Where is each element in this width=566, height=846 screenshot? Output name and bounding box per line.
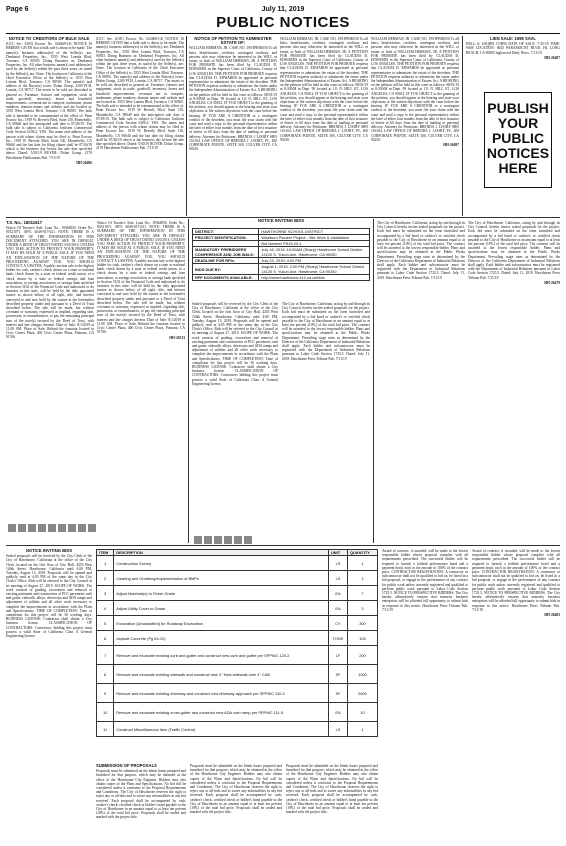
item-number: 8 <box>97 665 114 684</box>
item-quantity: 3 <box>347 601 377 616</box>
title-rule <box>6 33 560 34</box>
item-unit: SF <box>329 684 348 703</box>
item-unit: SF <box>329 665 348 684</box>
bulk-sale-id: HH-26486 <box>76 161 92 166</box>
bulk-sale-body-cont: (UCC Sec. 6105) Escrow No. 022669-LK NOTICE IS HEREBY GIVEN that a bulk sale is about to be made. The name(s), business address(es) of the Seller(s), are: Denkenaf Properties, Inc., 3555 West Lomita Blvd, Torrance, CA 90505. Doing Business as: Denkenaf Properties, Inc. All other business name(s) and address(es) used by the Seller(s) within the past three years, as stated by the Seller(s), are: None. The location in California of the Chief Executive Office of the Seller(s) is: 3555 West Lomita Blvd, Torrance, CA 90505. The name(s) and address of the Buyer(s) is/are: Dolan Group, 2200 PCH, Lomita, CA 90717. The assets to be sold are described in general as: Furniture, fixtures and equipment, stock in trade, goodwill, inventory, leases and leasehold improvements, covenant not to compete, tradename, phone numbers, domain names and website and are located at: 3555 West Lomita Blvd, Torrance, CA 90505. The bulk sale is intended to be consummated at the office of: Penn Escrow Inc., 1919 W. Beverly Blvd, Suite 130, Montebello, CA 90640 and the anticipated sale date is 07/29/19. The bulk sale is subject to California Uniform Commercial Code Section 6106.2. YES. The name and address of the person with whom claims may be filed is: Penn Escrow Inc., 1919 W. Beverly Blvd, Suite 130, Montebello, CA 90640 and the last date for filing claims shall be 07/26/19 which is the business day before the sale date specified above. Dated: 5/30/19 BUYER: Dolan Group. 2170 Hawthorne Publications Pub. 7/11/19 <box>96 37 184 151</box>
table-row <box>97 665 378 684</box>
bids-label: RFP DOCUMENTS AVAILABLE: <box>193 275 259 281</box>
bid-right-column-2 <box>468 221 560 543</box>
promo-line: PUBLISH <box>487 100 549 116</box>
lien-sale-notice <box>466 37 560 85</box>
bids-value: July 23, 2019; 4:00 PM <box>259 258 370 264</box>
petition-continued-2 <box>371 37 459 215</box>
table-row <box>97 684 378 703</box>
table-row <box>97 631 378 646</box>
bids-value: August 1, 2019; 2:00 PM (Sharp) Hawthorne School District 14120 S. Yukon Ave. Hawthorne, CA 90250 <box>259 264 370 275</box>
bids-label: BIDS DUE BY: <box>193 264 259 275</box>
lien-id: HH-26487 <box>544 56 560 60</box>
submission-body: Proposals must be submitted on the blank forms prepared and furnished for that purpose, which may be obtained at the office of the Hawthorne City Engineer. Bidders may also obtain copies of the Plans and Specifications. No bid will be considered unless it conforms to the Proposal Requirements and Conditions. The City of Hawthorne reserves the right to reject any or all bids and to waive any informalities in any bid received. Each proposal shall be accompanied by cash, cashier's check, certified check or bidder's bond payable to the City of Hawthorne in an amount equal to at least ten percent (10%) of the total bid price. Proposals shall be sealed and marked with the project title. <box>96 769 186 820</box>
item-description: Remove and excavate existing sidewalk and construct new 4" thick sidewalk over 4" CAB <box>114 665 329 684</box>
contract-body: Award of contract, if awarded, will be made to the lowest responsible bidder whose proposal complies with all requirements prescribed. The successful bidder will be required to furnish a faithful performance bond and a payment bond, each in the amount of 100% of the contract price. CONTRACTOR REGISTRATION: A contractor or subcontractor shall not be qualified to bid on, be listed in a bid proposal, or engage in the performance of any contract for public work unless currently registered and qualified to perform public work pursuant to Labor Code Section 1725.5. NOTICE TO PROSPECTIVE BIDDERS: The City hereby affirmatively ensures that minority business enterprises will be afforded full opportunity to submit bids in response to this notice. Hawthorne Press Tribune Pub. 7/11/19 <box>382 549 468 612</box>
bulk-sale-title: NOTICE TO CREDITORS OF BULK SALE <box>8 37 90 41</box>
table-row <box>97 616 378 631</box>
column-header: ITEM <box>97 550 114 556</box>
bids-label: DISTRICT: <box>193 229 259 235</box>
promo-box <box>484 92 552 188</box>
bid-right-body-2: The City of Hawthorne, California, acting by and through its City Council, hereby invites sealed proposals for the project. Each bid must be submitted on the form furnished and accompanied by a bid bond or cashier's or certified check payable to the City of Hawthorne in an amount equal to at least ten percent (10%) of the total bid price. The contract will be awarded to the lowest responsible bidder. Plans and specifications may be obtained at the Public Works Department. Prevailing wage rates as determined by the Director of the California Department of Industrial Relations shall apply. Each bidder and subcontractor must be registered with the Department of Industrial Relations pursuant to Labor Code Section 1725.5. Dated: July 11, 2019. Hawthorne Press Tribune Pub. 7/11/19 <box>468 221 560 280</box>
divider <box>188 219 189 543</box>
bulk-sale-continued <box>96 37 184 215</box>
item-quantity: 1 <box>347 722 377 737</box>
bids-row <box>193 275 370 281</box>
petition-id: HH-26497 <box>443 143 459 148</box>
contract-id: HH-26483 <box>544 613 560 618</box>
table-row <box>97 601 378 616</box>
item-unit: LS <box>329 571 348 586</box>
item-unit: CY <box>329 616 348 631</box>
item-description: Remove and excavate existing cross gutter and construct new ADA curb ramp per SPPWC 111-5 <box>114 703 329 722</box>
item-description: Excavation (Unclassified) for Roadway Excavation <box>114 616 329 631</box>
rfp-title: NOTICE INVITING BIDS <box>25 549 73 553</box>
column-header: DESCRIPTION <box>114 550 329 556</box>
item-quantity: 103 <box>347 631 377 646</box>
bids-info-table <box>192 228 370 281</box>
promo-line: PUBLIC <box>491 130 545 146</box>
item-number: 4 <box>97 601 114 616</box>
bids-value: Wiseburn Pioneer Project - Site Work & Installation <box>259 235 370 241</box>
bids-label: PROJECT IDENTIFICATION: <box>193 235 259 241</box>
rfp-notice <box>6 549 92 839</box>
item-description: Adjust Manhole(s) to Finish Grade <box>114 586 329 601</box>
item-quantity: 1 <box>347 571 377 586</box>
bid-instructions-continued <box>282 302 370 542</box>
lien-body: HULL #: USQHH COR95 DATE OF SALE: 7-25-19 TIME: 9AM LOCATION: 8025 PARAMOUNT BLVD. HL LONG BEACH, CA 90805 Inglewood Daily News: 7/11/19 <box>466 42 560 55</box>
item-quantity: 2600 <box>347 684 377 703</box>
item-description: Asphalt Concrete (Pg 64-10) <box>114 631 329 646</box>
submission-continued-2 <box>286 764 378 840</box>
bid-instructions <box>192 302 278 542</box>
item-number: 1 <box>97 556 114 571</box>
item-description: Remove and excavate existing curb and gutter and construct new curb and gutter per SPPWC 120-2 <box>114 646 329 665</box>
contract-body-cont: Award of contract, if awarded, will be made to the lowest responsible bidder whose proposal complies with all requirements prescribed. The successful bidder will be required to furnish a faithful performance bond and a payment bond, each in the amount of 100% of the contract price. CONTRACTOR REGISTRATION: A contractor or subcontractor shall not be qualified to bid on, be listed in a bid proposal, or engage in the performance of any contract for public work unless currently registered and qualified to perform public work pursuant to Labor Code Section 1725.5. NOTICE TO PROSPECTIVE BIDDERS: The City hereby affirmatively ensures that minority business enterprises will be afforded full opportunity to submit bids in response to this notice. Hawthorne Press Tribune Pub. 7/11/19 <box>472 549 560 612</box>
decorative-boxes <box>8 524 96 532</box>
bids-title: NOTICE INVITING BIDS <box>257 219 305 223</box>
bulk-sale-body: (UCC Sec. 6105) Escrow No. 022669-LK NOTICE IS HEREBY GIVEN that a bulk sale is about to be made. The name(s), business address(es) of the Seller(s), are: Denkenaf Properties, Inc., 3555 West Lomita Blvd, Torrance, CA 90505. Doing Business as: Denkenaf Properties, Inc. All other business name(s) and address(es) used by the Seller(s) within the past three years, as stated by the Seller(s), are: None. The location in California of the Chief Executive Office of the Seller(s) is: 3555 West Lomita Blvd, Torrance, CA 90505. The name(s) and address of the Buyer(s) is/are: Dolan Group, 2200 PCH, Lomita, CA 90717. The assets to be sold are described in general as: Furniture, fixtures and equipment, stock in trade, goodwill, inventory, leases and leasehold improvements, covenant not to compete, tradename, phone numbers, domain names and website and are located at: 3555 West Lomita Blvd, Torrance, CA 90505. The bulk sale is intended to be consummated at the office of: Penn Escrow Inc., 1919 W. Beverly Blvd, Suite 130, Montebello, CA 90640 and the anticipated sale date is 07/29/19. The bulk sale is subject to California Uniform Commercial Code Section 6106.2. YES. The name and address of the person with whom claims may be filed is: Penn Escrow Inc., 1919 W. Beverly Blvd, Suite 130, Montebello, CA 90640 and the last date for filing claims shall be 07/26/19 which is the business day before the sale date specified above. Dated: 5/30/19 BUYER: Dolan Group. 2170 Hawthorne Publications Pub. 7/11/19 <box>6 42 92 160</box>
bulk-sale-notice <box>6 37 92 215</box>
item-number: 10 <box>97 703 114 722</box>
item-unit: LS <box>329 722 348 737</box>
trustee-sale-notice <box>6 221 94 543</box>
item-description: Construction Survey <box>114 556 329 571</box>
divider <box>373 219 374 543</box>
trustee-title: T.S. No.: 18011617 <box>6 221 43 225</box>
bids-label: MANDATORY PREBIDDERS CONFERENCE AND JOB WALK: <box>193 247 259 258</box>
bid-right-column <box>377 221 465 543</box>
submission-notice <box>96 764 186 840</box>
trustee-continued <box>97 221 185 543</box>
item-number: 6 <box>97 631 114 646</box>
bids-row <box>193 235 370 241</box>
item-quantity: 300 <box>347 616 377 631</box>
bid-right-body: The City of Hawthorne, California, acting by and through its City Council, hereby invites sealed proposals for the project. Each bid must be submitted on the form furnished and accompanied by a bid bond or cashier's or certified check payable to the City of Hawthorne in an amount equal to at least ten percent (10%) of the total bid price. The contract will be awarded to the lowest responsible bidder. Plans and specifications may be obtained at the Public Works Department. Prevailing wage rates as determined by the Director of the California Department of Industrial Relations shall apply. Each bidder and subcontractor must be registered with the Department of Industrial Relations pursuant to Labor Code Section 1725.5. Dated: July 11, 2019. Hawthorne Press Tribune Pub. 7/11/19 <box>377 221 465 280</box>
contract-notice <box>382 549 468 839</box>
issue-date: July 11, 2019 <box>261 6 305 13</box>
submission-body-cont: Proposals must be submitted on the blank forms prepared and furnished for that purpose, which may be obtained at the office of the Hawthorne City Engineer. Bidders may also obtain copies of the Plans and Specifications. No bid will be considered unless it conforms to the Proposal Requirements and Conditions. The City of Hawthorne reserves the right to reject any or all bids and to waive any informalities in any bid received. Each proposal shall be accompanied by cash, cashier's check, certified check or bidder's bond payable to the City of Hawthorne in an amount equal to at least ten percent (10%) of the total bid price. Proposals shall be sealed and marked with the project title. <box>190 764 282 815</box>
contract-continued <box>472 549 560 839</box>
submission-body-cont2: Proposals must be submitted on the blank forms prepared and furnished for that purpose, which may be obtained at the office of the Hawthorne City Engineer. Bidders may also obtain copies of the Plans and Specifications. No bid will be considered unless it conforms to the Proposal Requirements and Conditions. The City of Hawthorne reserves the right to reject any or all bids and to waive any informalities in any bid received. Each proposal shall be accompanied by cash, cashier's check, certified check or bidder's bond payable to the City of Hawthorne in an amount equal to at least ten percent (10%) of the total bid price. Proposals shall be sealed and marked with the project title. <box>286 764 378 815</box>
item-description: Remove and excavate existing driveway and construct new driveway approach per SPPWC 110-2 <box>114 684 329 703</box>
bids-value: http://www.hawthorne.k12.ca.us/bids <box>259 275 370 281</box>
bids-row <box>193 264 370 275</box>
bids-value: HAWTHORNE SCHOOL DISTRICT <box>259 229 370 235</box>
trustee-body-cont: Notice Of Trustee's Sale. Loan No.: 19364850. Order No.: 95521071. APN: 4049-017-021. NOTE: THERE IS A SUMMARY OF THE INFORMATION IN THIS DOCUMENT ATTACHED. YOU ARE IN DEFAULT UNDER A DEED OF TRUST DATED 3/10/2016. UNLESS YOU TAKE ACTION TO PROTECT YOUR PROPERTY, IT MAY BE SOLD AT A PUBLIC SALE. IF YOU NEED AN EXPLANATION OF THE NATURE OF THE PROCEEDING AGAINST YOU, YOU SHOULD CONTACT A LAWYER. A public auction sale to the highest bidder for cash, cashier's check drawn on a state or national bank, check drawn by a state or federal credit union, or a check drawn by a state or federal savings and loan association, or savings association, or savings bank specified in Section 5102 of the Financial Code and authorized to do business in this state, will be held by the duly appointed trustee as shown below, of all right, title, and interest conveyed to and now held by the trustee in the hereinafter described property under and pursuant to a Deed of Trust described below. The sale will be made, but without covenant or warranty, expressed or implied, regarding title, possession, or encumbrances, to pay the remaining principal sum of the note(s) secured by the Deed of Trust, with interest and late charges thereon. Date of Sale: 8/1/2019 at 11:00 AM. Place of Sale: Behind the fountain located in Civic Center Plaza, 400 Civic Center Plaza, Pomona, CA 91766. <box>97 221 185 335</box>
bid-instructions-body: Sealed proposals will be received by the City Clerk of the City of Hawthorne, California at the office of the City Clerk, located on the first floor of City Hall, 4455 West 126th Street, Hawthorne, California until 4:00 PM, Tuesday, August 13, 2019. Proposals will be opened and publicly read at 4:05 PM of the same day in the City Clerk's Office. Bids will be referred to the City Council at its meeting of August 27, 2019. SCOPE OF WORK: The work consists of grading, excavation and removal of existing pavement and construction of PCC pavement, curb and gutter, sidewalk, alleys, driveways and ADA ramps and adjustment of utilities and all other work necessary to complete the improvements in accordance with the Plans and Specifications. TIME OF COMPLETION: Time of completion for this project will be 30 working days. BUSINESS LICENSE: Contractor shall obtain a City business license. CLASSIFICATION OF CONTRACTORS: Contractors bidding this project must possess a valid State of California Class A General Engineering license. <box>192 302 278 386</box>
item-unit: EA <box>329 703 348 722</box>
petition-body-cont2: WILLIAM HERMAN, JR. CASE NO. 19STPB06550 To all heirs, beneficiaries, creditors, contingent creditors, and persons who may otherwise be interested in the WILL or estate, or both of WILLIAM HERMAN, JR. A PETITION FOR PROBATE has been filed by CLAUDIA D. EDWARDS in the Superior Court of California, County of LOS ANGELES. THE PETITION FOR PROBATE requests that CLAUDIA D. EDWARDS be appointed as personal representative to administer the estate of the decedent. THE PETITION requests authority to administer the estate under the Independent Administration of Estates Act. A HEARING on the petition will be held in this court as follows: 08/01/19 at 8:30AM in Dept. 99 located at 111 N. HILL ST., LOS ANGELES, CA 90012. IF YOU OBJECT to the granting of the petition, you should appear at the hearing and state your objections or file written objections with the court before the hearing. IF YOU ARE A CREDITOR or a contingent creditor of the decedent, you must file your claim with the court and mail a copy to the personal representative within the later of either four months from the date of first issuance of letters or 60 days from the date of mailing or personal delivery. Attorney for Petitioner: BRENDA J. LOOBY SBN 116104, LAW OFFICE OF BRENDA J. LOOBY, PC, 400 CORPORATE POINTE, SUITE 300, CULVER CITY, CA 90230. <box>371 37 459 142</box>
bid-instructions-body-cont: The City of Hawthorne, California, acting by and through its City Council, hereby invites sealed proposals for the project. Each bid must be submitted on the form furnished and accompanied by a bid bond or cashier's or certified check payable to the City of Hawthorne in an amount equal to at least ten percent (10%) of the total bid price. The contract will be awarded to the lowest responsible bidder. Plans and specifications may be obtained at the Public Works Department. Prevailing wage rates as determined by the Director of the California Department of Industrial Relations shall apply. Each bidder and subcontractor must be registered with the Department of Industrial Relations pursuant to Labor Code Section 1725.5. Dated: July 11, 2019. Hawthorne Press Tribune Pub. 7/11/19 <box>282 302 370 361</box>
trustee-body: Notice Of Trustee's Sale. Loan No.: 19364850. Order No.: 95521071. APN: 4049-017-021. NOTE: THERE IS A SUMMARY OF THE INFORMATION IN THIS DOCUMENT ATTACHED. YOU ARE IN DEFAULT UNDER A DEED OF TRUST DATED 3/10/2016. UNLESS YOU TAKE ACTION TO PROTECT YOUR PROPERTY, IT MAY BE SOLD AT A PUBLIC SALE. IF YOU NEED AN EXPLANATION OF THE NATURE OF THE PROCEEDING AGAINST YOU, YOU SHOULD CONTACT A LAWYER. A public auction sale to the highest bidder for cash, cashier's check drawn on a state or national bank, check drawn by a state or federal credit union, or a check drawn by a state or federal savings and loan association, or savings association, or savings bank specified in Section 5102 of the Financial Code and authorized to do business in this state, will be held by the duly appointed trustee as shown below, of all right, title, and interest conveyed to and now held by the trustee in the hereinafter described property under and pursuant to a Deed of Trust described below. The sale will be made, but without covenant or warranty, expressed or implied, regarding title, possession, or encumbrances, to pay the remaining principal sum of the note(s) secured by the Deed of Trust, with interest and late charges thereon. Date of Sale: 8/1/2019 at 11:00 AM. Place of Sale: Behind the fountain located in Civic Center Plaza, 400 Civic Center Plaza, Pomona, CA 91766. <box>6 226 94 340</box>
item-quantity: 200 <box>347 646 377 665</box>
item-number: 5 <box>97 616 114 631</box>
petition-notice <box>189 37 277 215</box>
section-title: PUBLIC NOTICES <box>216 14 350 31</box>
item-unit: TONS <box>329 631 348 646</box>
petition-body: WILLIAM HERMAN, JR. CASE NO. 19STPB06550 To all heirs, beneficiaries, creditors, contingent creditors, and persons who may otherwise be interested in the WILL or estate, or both of WILLIAM HERMAN, JR. A PETITION FOR PROBATE has been filed by CLAUDIA D. EDWARDS in the Superior Court of California, County of LOS ANGELES. THE PETITION FOR PROBATE requests that CLAUDIA D. EDWARDS be appointed as personal representative to administer the estate of the decedent. THE PETITION requests authority to administer the estate under the Independent Administration of Estates Act. A HEARING on the petition will be held in this court as follows: 08/01/19 at 8:30AM in Dept. 99 located at 111 N. HILL ST., LOS ANGELES, CA 90012. IF YOU OBJECT to the granting of the petition, you should appear at the hearing and state your objections or file written objections with the court before the hearing. IF YOU ARE A CREDITOR or a contingent creditor of the decedent, you must file your claim with the court and mail a copy to the personal representative within the later of either four months from the date of first issuance of letters or 60 days from the date of mailing or personal delivery. Attorney for Petitioner: BRENDA J. LOOBY SBN 116104, LAW OFFICE OF BRENDA J. LOOBY, PC, 400 CORPORATE POINTE, SUITE 300, CULVER CITY, CA 90230. <box>189 46 277 152</box>
table-row <box>97 571 378 586</box>
item-quantity: 1 <box>347 556 377 571</box>
promo-line: HERE <box>498 160 538 176</box>
item-unit: EA <box>329 601 348 616</box>
table-row <box>97 703 378 722</box>
divider <box>186 36 187 216</box>
submission-continued <box>190 764 282 840</box>
item-description: Clearing and Grubbing/Implementation of BMPs <box>114 571 329 586</box>
item-quantity: 7 <box>347 586 377 601</box>
table-row <box>97 722 378 737</box>
item-description: Construct Miscellaneous Item (Traffic Control) <box>114 722 329 737</box>
item-number: 2 <box>97 571 114 586</box>
table-row <box>97 556 378 571</box>
item-unit: LF <box>329 646 348 665</box>
divider <box>462 36 463 216</box>
submission-title: SUBMISSION OF PROPOSALS <box>96 764 157 768</box>
item-number: 9 <box>97 684 114 703</box>
divider <box>6 545 560 546</box>
item-unit: EA <box>329 586 348 601</box>
column-header: QUANTITY <box>347 550 377 556</box>
lien-title: LIEN SALE: 1995 SAVL <box>490 37 536 41</box>
item-quantity: 10 <box>347 703 377 722</box>
divider <box>6 217 560 218</box>
bids-row <box>193 247 370 258</box>
item-number: 3 <box>97 586 114 601</box>
rfp-body: Sealed proposals will be received by the City Clerk of the City of Hawthorne, California at the office of the City Clerk, located on the first floor of City Hall, 4455 West 126th Street, Hawthorne, California until 4:00 PM, Tuesday, August 13, 2019. Proposals will be opened and publicly read at 4:05 PM of the same day in the City Clerk's Office. Bids will be referred to the City Council at its meeting of August 27, 2019. SCOPE OF WORK: The work consists of grading, excavation and removal of existing pavement and construction of PCC pavement, curb and gutter, sidewalk, alleys, driveways and ADA ramps and adjustment of utilities and all other work necessary to complete the improvements in accordance with the Plans and Specifications. TIME OF COMPLETION: Time of completion for this project will be 30 working days. BUSINESS LICENSE: Contractor shall obtain a City business license. CLASSIFICATION OF CONTRACTORS: Contractors bidding this project must possess a valid State of California Class A General Engineering license. <box>6 554 92 639</box>
promo-line: NOTICES <box>486 145 550 161</box>
promo-line: YOUR <box>497 115 539 131</box>
item-number: 7 <box>97 646 114 665</box>
trustee-id: HH-26513 <box>169 335 185 340</box>
column-header: UNIT <box>329 550 348 556</box>
petition-title: NOTICE OF PETITION TO ADMINISTER ESTATE OF: <box>194 37 272 46</box>
petition-body-cont: WILLIAM HERMAN, JR. CASE NO. 19STPB06550 To all heirs, beneficiaries, creditors, contingent creditors, and persons who may otherwise be interested in the WILL or estate, or both of WILLIAM HERMAN, JR. A PETITION FOR PROBATE has been filed by CLAUDIA D. EDWARDS in the Superior Court of California, County of LOS ANGELES. THE PETITION FOR PROBATE requests that CLAUDIA D. EDWARDS be appointed as personal representative to administer the estate of the decedent. THE PETITION requests authority to administer the estate under the Independent Administration of Estates Act. A HEARING on the petition will be held in this court as follows: 08/01/19 at 8:30AM in Dept. 99 located at 111 N. HILL ST., LOS ANGELES, CA 90012. IF YOU OBJECT to the granting of the petition, you should appear at the hearing and state your objections or file written objections with the court before the hearing. IF YOU ARE A CREDITOR or a contingent creditor of the decedent, you must file your claim with the court and mail a copy to the personal representative within the later of either four months from the date of first issuance of letters or 60 days from the date of mailing or personal delivery. Attorney for Petitioner: BRENDA J. LOOBY SBN 116104, LAW OFFICE OF BRENDA J. LOOBY, PC, 400 CORPORATE POINTE, SUITE 300, CULVER CITY, CA 90230. <box>280 37 368 142</box>
estimated-quantities-table <box>96 549 378 737</box>
page-number: Page 6 <box>6 6 29 13</box>
bid-right-id: HH-26479 <box>544 281 560 286</box>
item-unit: LS <box>329 556 348 571</box>
item-quantity: 1000 <box>347 665 377 684</box>
item-number: 11 <box>97 722 114 737</box>
petition-continued-1 <box>280 37 368 215</box>
item-description: Adjust Utility Cover to Grade <box>114 601 329 616</box>
bids-value: Bid Number PS19-20-1 <box>259 241 370 247</box>
bids-value: July 18, 2019; 10:00AM (Sharp) Hawthorne School District 14120 S. Yukon Ave. Hawthorne, CA 90250 <box>259 247 370 258</box>
table-row <box>97 646 378 665</box>
decorative-boxes <box>194 536 252 544</box>
table-row <box>97 586 378 601</box>
bids-label: DEADLINE FOR RFIs: <box>193 258 259 264</box>
